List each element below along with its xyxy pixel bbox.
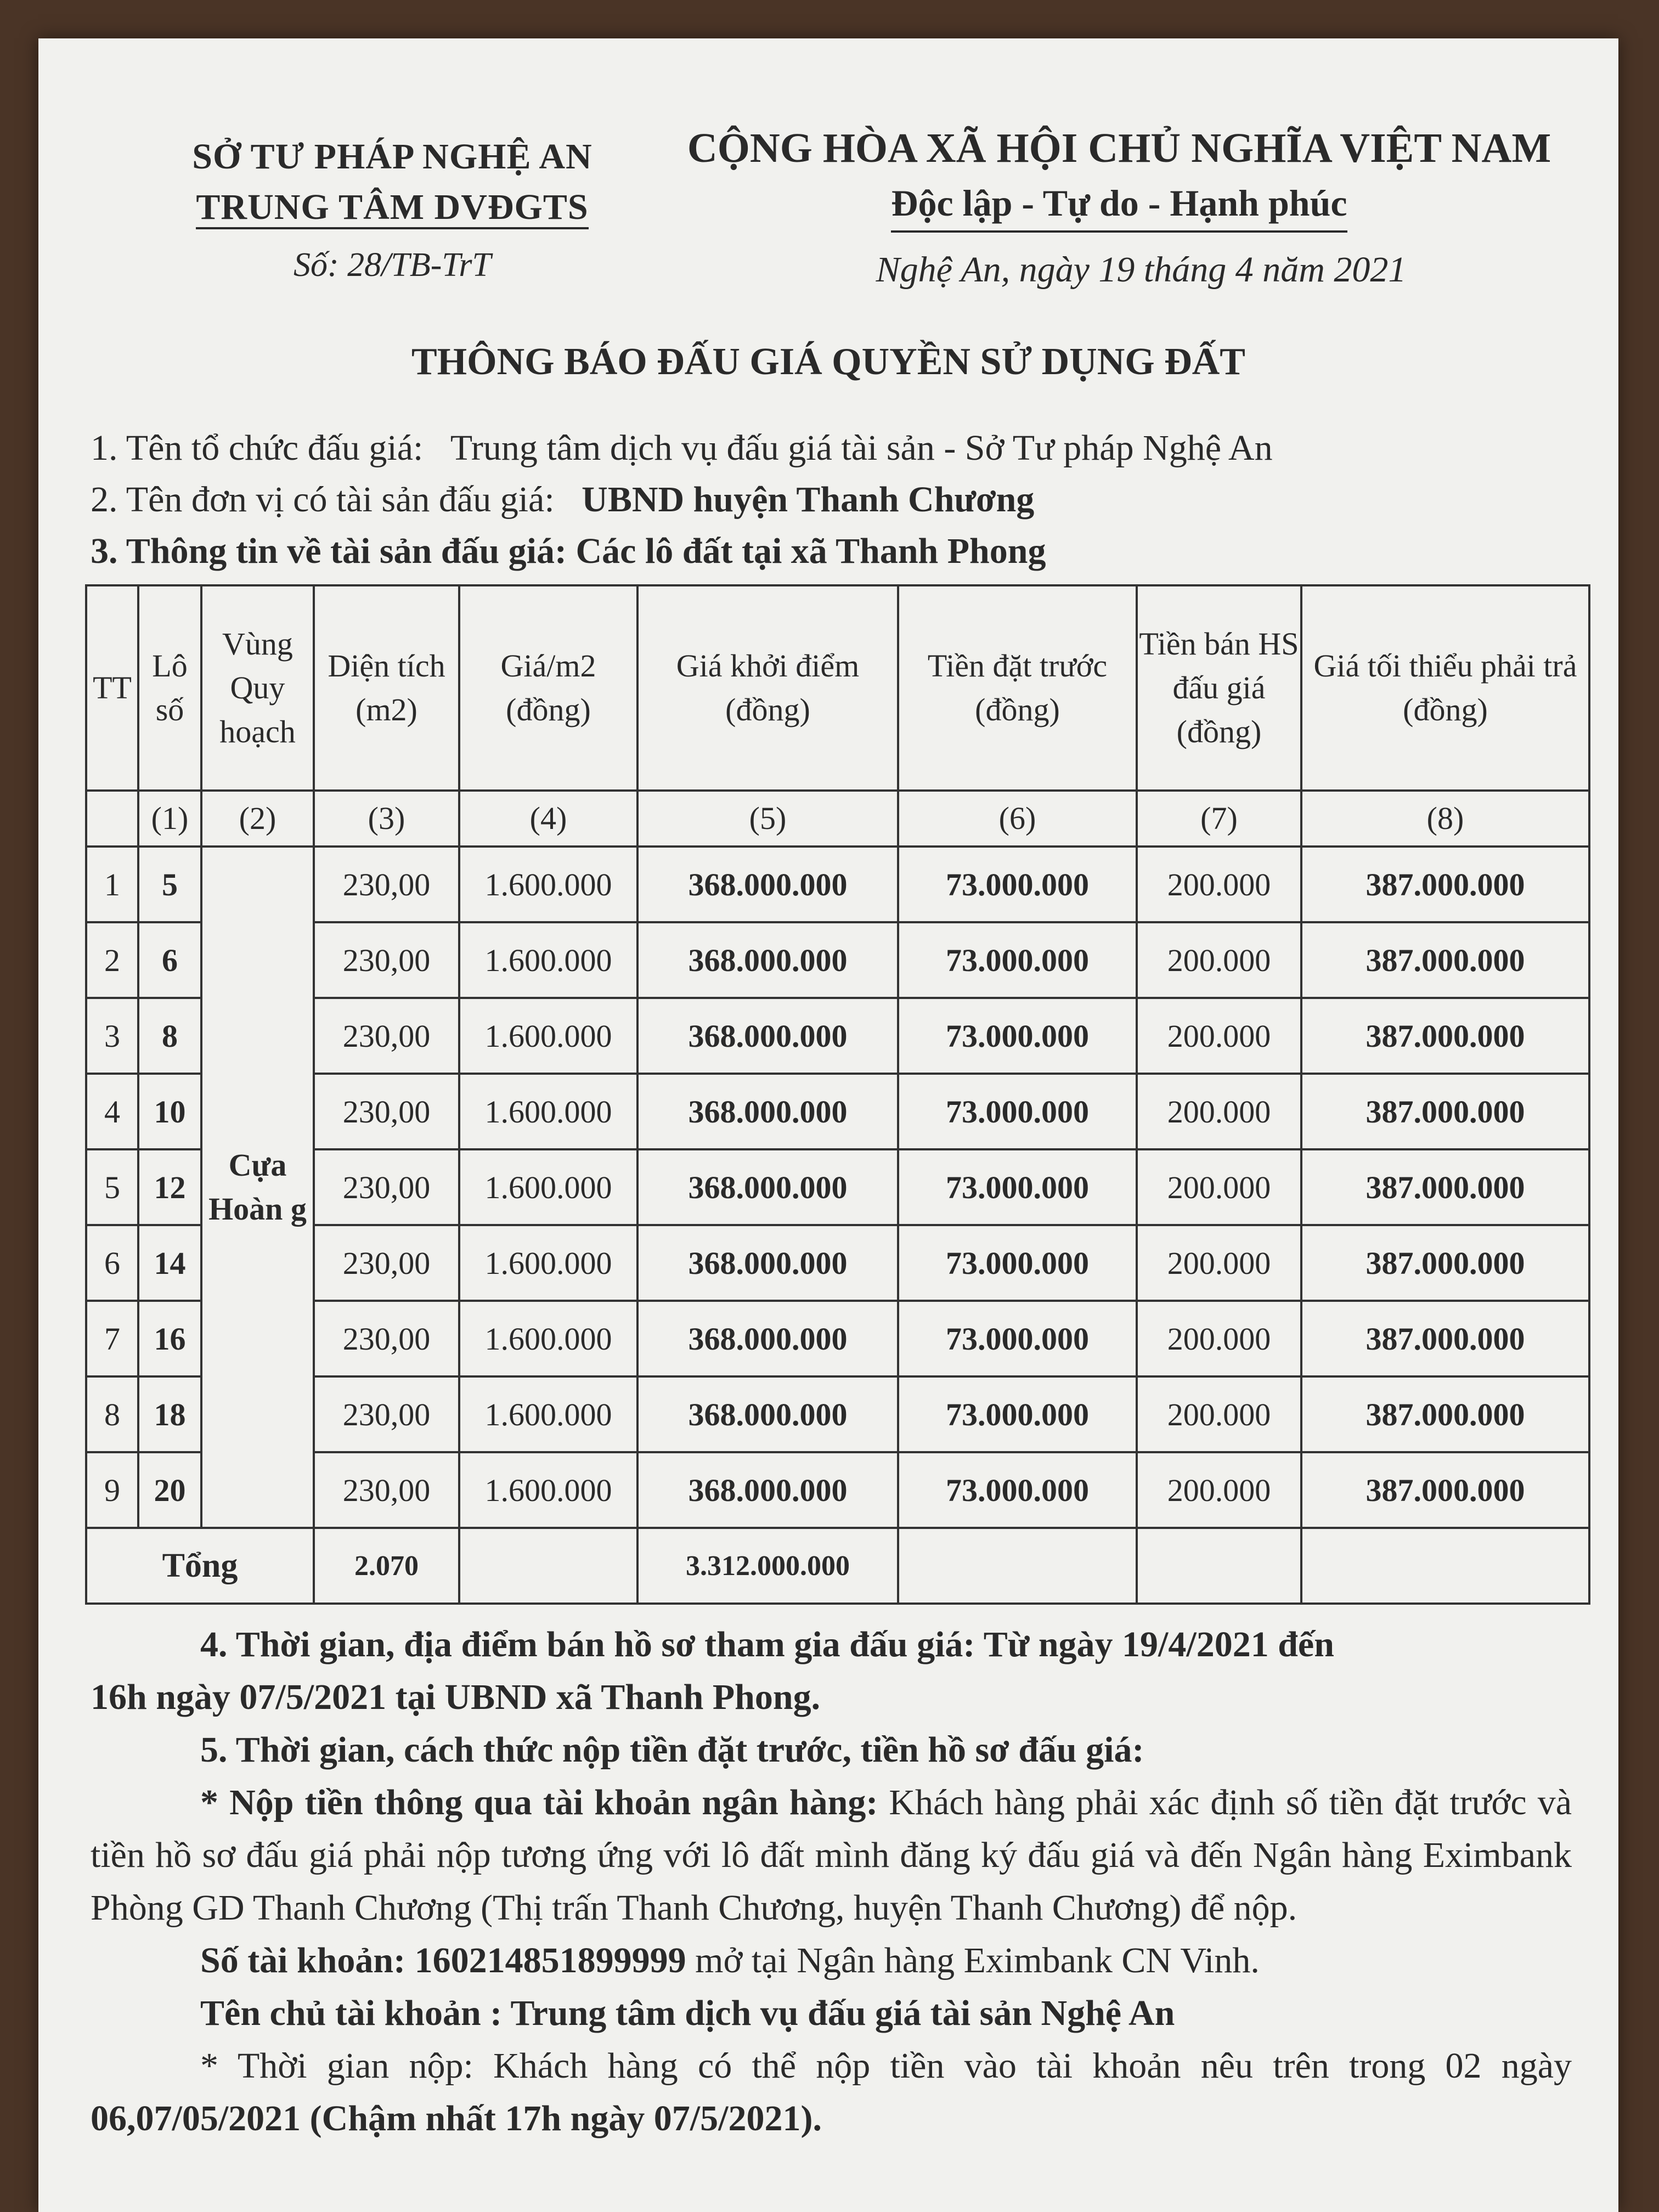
cell-start-price: 368.000.000: [637, 1452, 898, 1528]
cell-fee: 200.000: [1137, 1452, 1301, 1528]
cell-start-price: 368.000.000: [637, 922, 898, 998]
section-5-title-text: 5. Thời gian, cách thức nộp tiền đặt trước, tiền hồ sơ đấu giá:: [200, 1730, 1144, 1770]
cell-start-price: 368.000.000: [637, 1376, 898, 1452]
account-bank: mở tại Ngân hàng Eximbank CN Vinh.: [686, 1940, 1260, 1980]
info-item-1-value: Trung tâm dịch vụ đấu giá tài sản - Sở Tư pháp Nghệ An: [450, 428, 1273, 468]
cell-fee: 200.000: [1137, 1149, 1301, 1225]
org-line-1: SỞ TƯ PHÁP NGHỆ AN: [192, 137, 592, 177]
cell-lot: 18: [138, 1376, 201, 1452]
document-date: Nghệ An, ngày 19 tháng 4 năm 2021: [876, 250, 1407, 290]
cell-fee: 200.000: [1137, 998, 1301, 1074]
auction-lots-table: [85, 584, 1590, 1605]
col-number-1: (1): [138, 791, 201, 847]
cell-deposit: 73.000.000: [898, 998, 1137, 1074]
cell-min-price: 387.000.000: [1301, 1301, 1589, 1376]
cell-min-price: 387.000.000: [1301, 922, 1589, 998]
cell-area: 230,00: [314, 1149, 459, 1225]
cell-tt: 5: [86, 1149, 138, 1225]
col-header-zone: Vùng Quy hoạch: [201, 585, 314, 791]
info-item-1-label: 1. Tên tổ chức đấu giá:: [91, 428, 424, 468]
col-header-price-m2: Giá/m2 (đồng): [459, 585, 637, 791]
col-header-area: Diện tích (m2): [314, 585, 459, 791]
cell-fee: 200.000: [1137, 847, 1301, 922]
cell-fee: 200.000: [1137, 922, 1301, 998]
col-number-5: (5): [637, 791, 898, 847]
bank-payment-paragraph: [91, 1776, 1572, 1934]
cell-min-price: 387.000.000: [1301, 847, 1589, 922]
cell-fee: 200.000: [1137, 1301, 1301, 1376]
col-number-8: (8): [1301, 791, 1589, 847]
cell-min-price: 387.000.000: [1301, 1074, 1589, 1149]
cell-area: 230,00: [314, 1301, 459, 1376]
section-5-title: [91, 1724, 1572, 1776]
table-column-number-row: [86, 791, 1589, 847]
payment-time-text: * Thời gian nộp: Khách hàng có thể nộp tiền vào tài khoản nêu trên trong 02 ngày: [200, 2046, 1572, 2086]
cell-area: 230,00: [314, 998, 459, 1074]
cell-lot: 12: [138, 1149, 201, 1225]
total-start-price: 3.312.000.000: [637, 1528, 898, 1604]
cell-price-m2: 1.600.000: [459, 1149, 637, 1225]
cell-deposit: 73.000.000: [898, 1376, 1137, 1452]
info-items: [91, 422, 1273, 577]
section-4-line-1-text: 4. Thời gian, địa điểm bán hồ sơ tham gia đấu giá: Từ ngày 19/4/2021 đến: [200, 1624, 1334, 1664]
section-4-line-2: [91, 1671, 1572, 1724]
cell-area: 230,00: [314, 1376, 459, 1452]
cell-lot: 8: [138, 998, 201, 1074]
col-header-min-price: Giá tối thiểu phải trả (đồng): [1301, 585, 1589, 791]
account-number: Số tài khoản: 160214851899999: [200, 1940, 686, 1980]
col-number-2: (2): [201, 791, 314, 847]
cell-fee: 200.000: [1137, 1074, 1301, 1149]
info-item-3-text: 3. Thông tin về tài sản đấu giá: Các lô đất tại xã Thanh Phong: [91, 531, 1046, 571]
account-holder-line: [91, 1987, 1572, 2040]
cell-lot: 20: [138, 1452, 201, 1528]
national-header: [642, 121, 1596, 291]
info-item-1: [91, 422, 1273, 474]
total-min-empty: [1301, 1528, 1589, 1604]
cell-tt: 7: [86, 1301, 138, 1376]
total-fee-empty: [1137, 1528, 1301, 1604]
col-number-4: (4): [459, 791, 637, 847]
cell-area: 230,00: [314, 1225, 459, 1301]
cell-area: 230,00: [314, 1074, 459, 1149]
cell-start-price: 368.000.000: [637, 1149, 898, 1225]
cell-min-price: 387.000.000: [1301, 1225, 1589, 1301]
payment-time-paragraph: [91, 2040, 1572, 2145]
cell-start-price: 368.000.000: [637, 1074, 898, 1149]
document-number: Số: 28/TB-TrT: [293, 246, 492, 284]
bank-payment-text: Khách hàng phải xác định số tiền đặt trước và tiền hồ sơ đấu giá phải nộp tương ứng với lô đất mình đăng ký đấu giá và đến Ngân hàng Eximbank Phòng GD Thanh Chương (Thị trấn Thanh Chương, huyện Thanh Chương) để nộp.: [91, 1782, 1572, 1928]
cell-min-price: 387.000.000: [1301, 1149, 1589, 1225]
cell-tt: 3: [86, 998, 138, 1074]
col-header-tt: TT: [86, 585, 138, 791]
cell-start-price: 368.000.000: [637, 998, 898, 1074]
cell-tt: 1: [86, 847, 138, 922]
col-header-fee: Tiền bán HS đấu giá (đồng): [1137, 585, 1301, 791]
cell-deposit: 73.000.000: [898, 1149, 1137, 1225]
col-number-3: (3): [314, 791, 459, 847]
cell-lot: 5: [138, 847, 201, 922]
org-line-2: [132, 182, 653, 233]
cell-area: 230,00: [314, 1452, 459, 1528]
cell-fee: 200.000: [1137, 1376, 1301, 1452]
cell-deposit: 73.000.000: [898, 1074, 1137, 1149]
cell-lot: 6: [138, 922, 201, 998]
table-total-row: [86, 1528, 1589, 1604]
col-header-start-price: Giá khởi điểm (đồng): [637, 585, 898, 791]
cell-area: 230,00: [314, 847, 459, 922]
cell-price-m2: 1.600.000: [459, 998, 637, 1074]
cell-lot: 16: [138, 1301, 201, 1376]
cell-start-price: 368.000.000: [637, 1225, 898, 1301]
total-price-m2-empty: [459, 1528, 637, 1604]
col-number-7: (7): [1137, 791, 1301, 847]
cell-zone: Cựa Hoàn g: [201, 847, 314, 1528]
total-label: Tổng: [86, 1528, 314, 1604]
cell-lot: 10: [138, 1074, 201, 1149]
cell-start-price: 368.000.000: [637, 1301, 898, 1376]
cell-price-m2: 1.600.000: [459, 847, 637, 922]
cell-price-m2: 1.600.000: [459, 1074, 637, 1149]
cell-price-m2: 1.600.000: [459, 1301, 637, 1376]
cell-price-m2: 1.600.000: [459, 1452, 637, 1528]
issuing-organization: [132, 132, 653, 285]
bank-payment-lead: * Nộp tiền thông qua tài khoản ngân hàng:: [200, 1782, 878, 1822]
cell-lot: 14: [138, 1225, 201, 1301]
cell-price-m2: 1.600.000: [459, 1225, 637, 1301]
cell-tt: 2: [86, 922, 138, 998]
section-4-line-1: [91, 1618, 1572, 1671]
org-line-2-text: TRUNG TÂM DVĐGTS: [196, 187, 588, 229]
col-number-6: (6): [898, 791, 1137, 847]
cell-price-m2: 1.600.000: [459, 1376, 637, 1452]
account-holder: Tên chủ tài khoản : Trung tâm dịch vụ đấu giá tài sản Nghệ An: [200, 1993, 1175, 2033]
cell-min-price: 387.000.000: [1301, 1376, 1589, 1452]
notice-body: [91, 1618, 1572, 2145]
cell-start-price: 368.000.000: [637, 847, 898, 922]
info-item-2: [91, 474, 1273, 526]
cell-deposit: 73.000.000: [898, 1225, 1137, 1301]
document-title: THÔNG BÁO ĐẤU GIÁ QUYỀN SỬ DỤNG ĐẤT: [411, 341, 1245, 383]
cell-deposit: 73.000.000: [898, 1301, 1137, 1376]
col-header-deposit: Tiền đặt trước (đồng): [898, 585, 1137, 791]
col-header-lot: Lô số: [138, 585, 201, 791]
cell-deposit: 73.000.000: [898, 922, 1137, 998]
cell-min-price: 387.000.000: [1301, 998, 1589, 1074]
total-area: 2.070: [314, 1528, 459, 1604]
document-page: [38, 38, 1618, 2212]
cell-deposit: 73.000.000: [898, 1452, 1137, 1528]
info-item-3: [91, 526, 1273, 577]
info-item-2-label: 2. Tên đơn vị có tài sản đấu giá:: [91, 479, 555, 520]
total-deposit-empty: [898, 1528, 1137, 1604]
cell-area: 230,00: [314, 922, 459, 998]
cell-price-m2: 1.600.000: [459, 922, 637, 998]
account-number-line: [91, 1934, 1572, 1987]
table-header-row: [86, 585, 1589, 791]
cell-fee: 200.000: [1137, 1225, 1301, 1301]
col-number-tt: [86, 791, 138, 847]
cell-tt: 4: [86, 1074, 138, 1149]
section-4-line-2-text: 16h ngày 07/5/2021 tại UBND xã Thanh Phong.: [91, 1677, 821, 1717]
cell-deposit: 73.000.000: [898, 847, 1137, 922]
national-motto: Độc lập - Tự do - Hạnh phúc: [891, 176, 1347, 233]
cell-min-price: 387.000.000: [1301, 1452, 1589, 1528]
cell-tt: 6: [86, 1225, 138, 1301]
cell-tt: 9: [86, 1452, 138, 1528]
table-row: [86, 847, 1589, 922]
cell-tt: 8: [86, 1376, 138, 1452]
nation-name: CỘNG HÒA XÃ HỘI CHỦ NGHĨA VIỆT NAM: [687, 125, 1551, 171]
payment-time-deadline: 06,07/05/2021 (Chậm nhất 17h ngày 07/5/2021).: [91, 2098, 822, 2138]
info-item-2-value: UBND huyện Thanh Chương: [582, 479, 1035, 520]
